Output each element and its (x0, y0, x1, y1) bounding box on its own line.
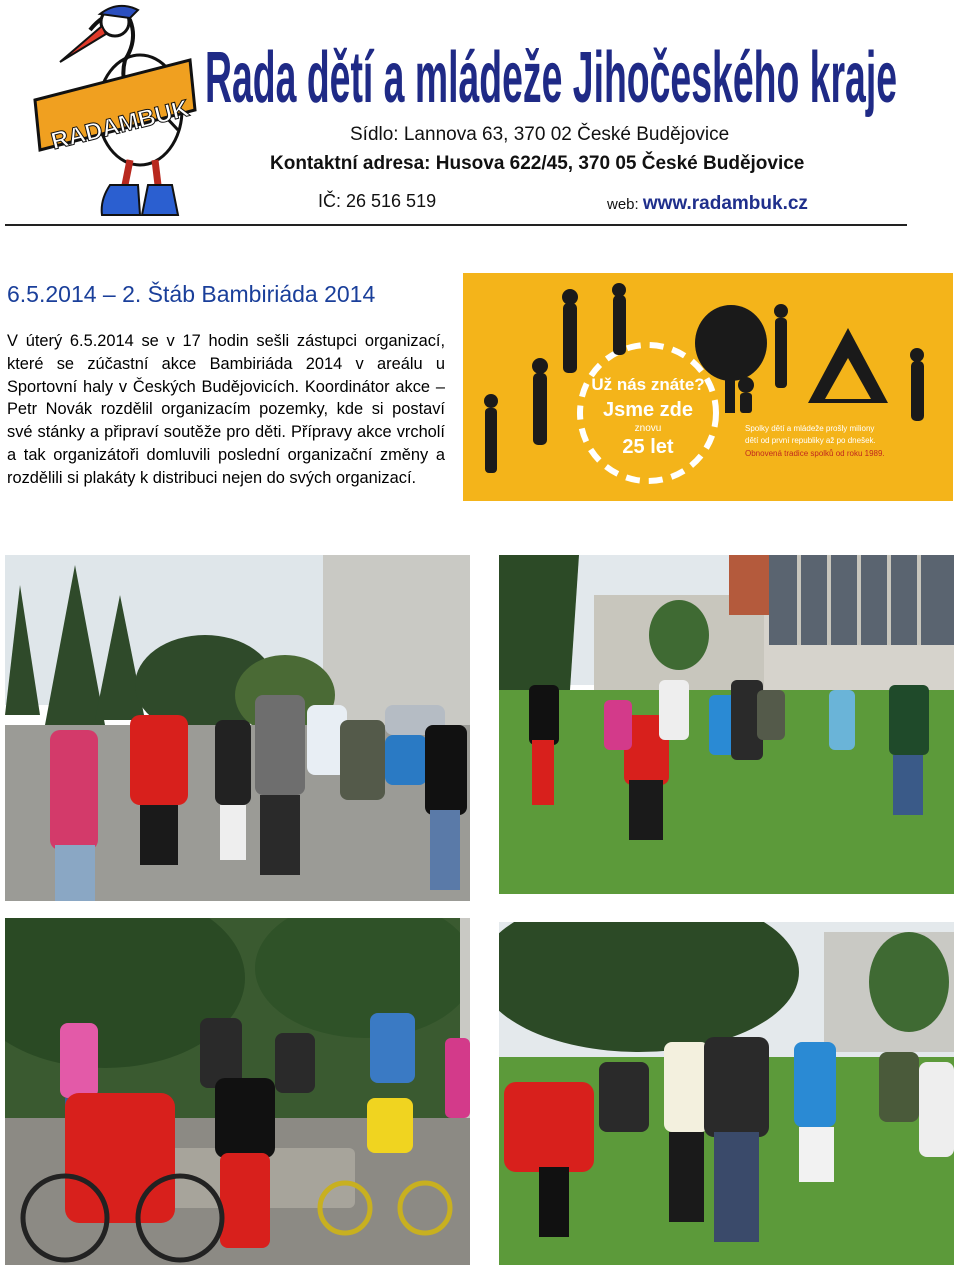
article-body: V úterý 6.5.2014 se v 17 hodin sešli zástupci organizací, které se zúčastní akce Bambiriáda 2014 v areálu u Sportovní haly v Českých Budějovicích. Koordinátor akce – Petr Novák rozdělil organizacím pozemky, kde si postaví své stánky a připraví soutěže pro děti. Přípravy akce vrcholí a tak organizátoři domluvili poslední organizační změny a rozdělili si plakáty k distribuci nejen do svých organizací. (7, 332, 445, 487)
radambuk-stork-logo (30, 0, 200, 222)
poster-circle-line1: Už nás znáte? (591, 375, 705, 394)
photo-group-discussion (499, 922, 954, 1265)
poster-circle-line4: 25 let (622, 436, 674, 458)
web-label: web: (607, 196, 643, 213)
article-headline: 6.5.2014 – 2. Štáb Bambiriáda 2014 (7, 281, 376, 307)
company-id: IČ: 26 516 519 (318, 191, 437, 211)
poster-circle-line3: znovu (634, 423, 662, 434)
poster-circle-line2: Jsme zde (602, 399, 694, 421)
web-address (607, 193, 808, 215)
seat-address: Sídlo: Lannova 63, 370 02 České Budějovice (350, 124, 730, 145)
poster-caption-line2: dětí od první republiky až po dnešek. (745, 436, 876, 445)
contact-label: Kontaktní adresa: (270, 153, 431, 174)
org-title (205, 2, 905, 130)
photo-group-at-parking-lot (5, 555, 470, 901)
contact-value: Husova 622/45, 370 05 České Budějovice (430, 153, 805, 174)
web-link[interactable]: www.radambuk.cz (642, 193, 808, 214)
header-divider (5, 224, 907, 226)
contact-address (270, 153, 804, 175)
photo-group-seated-bikes (5, 918, 470, 1265)
bambiriada-poster (463, 273, 953, 501)
poster-caption-line1: Spolky dětí a mládeže prošly miliony (745, 424, 875, 433)
org-name: Rada dětí a mládeže Jihočeského kraje (205, 38, 898, 118)
photo-group-on-lawn (499, 555, 954, 894)
logo-text: RADAMBUK (48, 94, 193, 156)
poster-caption-line3: Obnovená tradice spolků od roku 1989. (745, 449, 885, 458)
